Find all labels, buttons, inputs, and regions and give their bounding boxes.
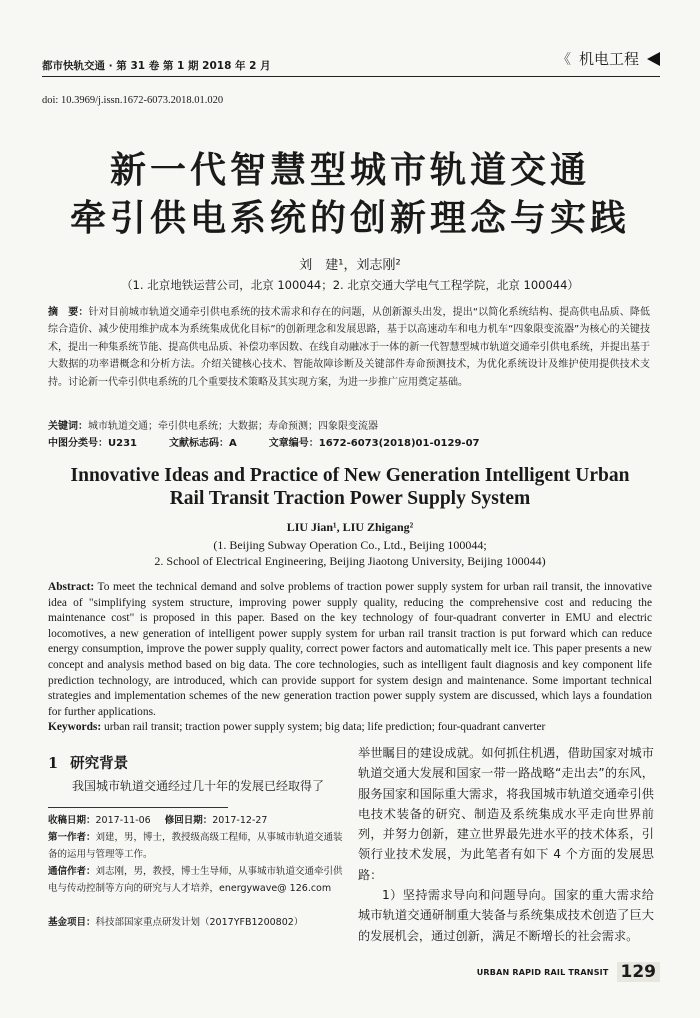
section-title: 研究背景 [70,755,129,772]
affiliation-en-line2: 2. School of Electrical Engineering, Beijing Jiaotong University, Beijing 100044) [154,554,546,568]
column-name: 机电工程 [578,50,639,68]
footnote-rule [48,807,228,808]
title-cn-line2: 牵引供电系统的创新理念与实践 [69,197,630,239]
page-footer [477,962,660,982]
abstract-en [48,580,652,720]
double-chevron-icon: 《 [556,51,571,68]
keywords-en [48,721,652,733]
revised-date: 2017-12-27 [212,815,268,826]
classification-cn [48,434,650,449]
keywords-en-text: urban rail transit; traction power supply system; big data; life prediction; four-quadrant canverter [104,721,546,733]
abstract-en-label: Abstract: [48,581,95,593]
footnote-first-author [48,829,344,863]
article-number: 文章编号：1672-6073(2018)01-0129-07 [268,438,480,449]
page-number: 129 [617,962,661,982]
keywords-cn-label: 关键词： [48,421,88,432]
affiliation-en-line1: (1. Beijing Subway Operation Co., Ltd., Beijing 100044; [213,538,487,552]
first-author-text: 刘建，男，博士，教授级高级工程师，从事城市轨道交通装备的运用与管理等工作。 [48,832,343,860]
affiliation-cn: （1. 北京地铁运营公司，北京 100044；2. 北京交通大学电气工程学院，北京 100044） [121,278,579,292]
footer-journal-name: URBAN RAPID RAIL TRANSIT [476,967,609,977]
body-column-right [358,743,654,946]
title-cn-line1: 新一代智慧型城市轨道交通 [109,149,590,191]
body-paragraph-left: 我国城市轨道交通经过几十年的发展已经取得了 [72,779,325,793]
body-paragraph-right-1: 举世瞩目的建设成就。如何抓住机遇，借助国家对城市轨道交通大发展和国家一带一路战略“走出去”的东风，服务国家和国际重大需求，将我国城市轨道交通牵引供电技术装备的研究、制造及系统集成水平走向世界前列，并努力创新，建立世界最先进水平的技术体系，引领行业技术发展，为此笔者有如下 4 个方面的发展思路： [358,746,654,882]
footnote-corresponding [48,863,344,897]
abstract-cn-label: 摘 要： [48,307,89,318]
revised-label: 修回日期： [164,815,213,826]
section-number: 1 [48,755,59,772]
keywords-en-label: Keywords: [48,721,102,733]
doi-line: doi: 10.3969/j.issn.1672-6073.2018.01.020 [42,95,224,106]
clc-number: 中图分类号：U231 [48,438,137,449]
section-heading [48,752,128,773]
first-author-label: 第一作者： [48,832,96,843]
received-label: 收稿日期： [48,815,96,826]
body-paragraph-right-2: 1）坚持需求导向和问题导向。国家的重大需求给城市轨道交通研制重大装备与系统集成技术创造了巨大的发展机会，通过创新，满足不断增长的社会需求。 [358,888,654,943]
authors-en: LIU Jian¹, LIU Zhigang² [286,520,414,534]
running-header [42,48,660,76]
abstract-cn [48,304,650,391]
corresponding-label: 通信作者： [48,866,96,877]
authors-cn: 刘 建¹，刘志刚² [299,258,401,273]
header-rule [42,76,660,77]
column-tag [557,48,660,69]
document-code: 文献标志码：A [169,438,237,449]
corresponding-text: 刘志刚，男，教授，博士生导师，从事城市轨道交通牵引供电与传动控制等方向的研究与人才培养，energywave@ 126.com [48,866,343,894]
keywords-cn [48,417,650,432]
left-triangle-icon [647,52,660,66]
title-en-line2: Rail Transit Traction Power Supply System [169,488,531,509]
footnote-dates [48,812,344,829]
fund-label: 基金项目： [48,917,96,928]
abstract-en-text: To meet the technical demand and solve problems of traction power supply system for urban rail transit, the innovative idea of "simplifying system structure, improving power supply quality, reducing the comprehensive cost and reducing the maintenance cost" is proposed in this paper. Based on the key technology of four-quadrant converter in EMU and electric locomotives, a new generation of intelligent power supply system for urban rail transit traction is put forward which can reduce energy consumption, improve the power supply quality, correct power factors and automatically melt ice. This paper presents a new concept and analysis method based on big data. The core technologies, such as intelligent fault diagnosis and key component life prediction technology, are introduced, which can provide support for system design and maintenance. Some important technical strategies and implementation schemes of the new generation traction power supply system are discussed, which lays a foundation for further applications. [48,581,652,718]
keywords-cn-text: 城市轨道交通；牵引供电系统；大数据；寿命预测；四象限变流器 [88,421,378,432]
title-en-line1: Innovative Ideas and Practice of New Generation Intelligent Urban [70,465,630,486]
fund-text: 科技部国家重点研发计划（2017YFB1200802） [95,917,304,928]
abstract-cn-text: 针对目前城市轨道交通牵引供电系统的技术需求和存在的问题，从创新源头出发，提出“以简化系统结构、提高供电品质、降低综合造价、减少使用维护成本为系统集成优化目标”的创新理念和发展思路，基于以高速动车和电力机车“四象限变流器”为核心的关键技术，提出一种集系统节能、提高供电品质、补偿功率因数、在线自动融冰于一体的新一代智慧型城市轨道交通牵引供电系统，并提出基于大数据的功率谱概念和分析方法。介绍关键核心技术、智能故障诊断及关键部件寿命预测技术，为优化系统设计及维护使用提供技术支持。讨论新一代牵引供电系统的几个重要技术策略及其实现方案，为进一步推广应用奠定基础。 [48,307,650,388]
journal-issue-info: 都市快轨交通 · 第 31 卷 第 1 期 2018 年 2 月 [42,60,271,72]
footnote-fund [48,914,344,931]
received-date: 2017-11-06 [95,815,151,826]
